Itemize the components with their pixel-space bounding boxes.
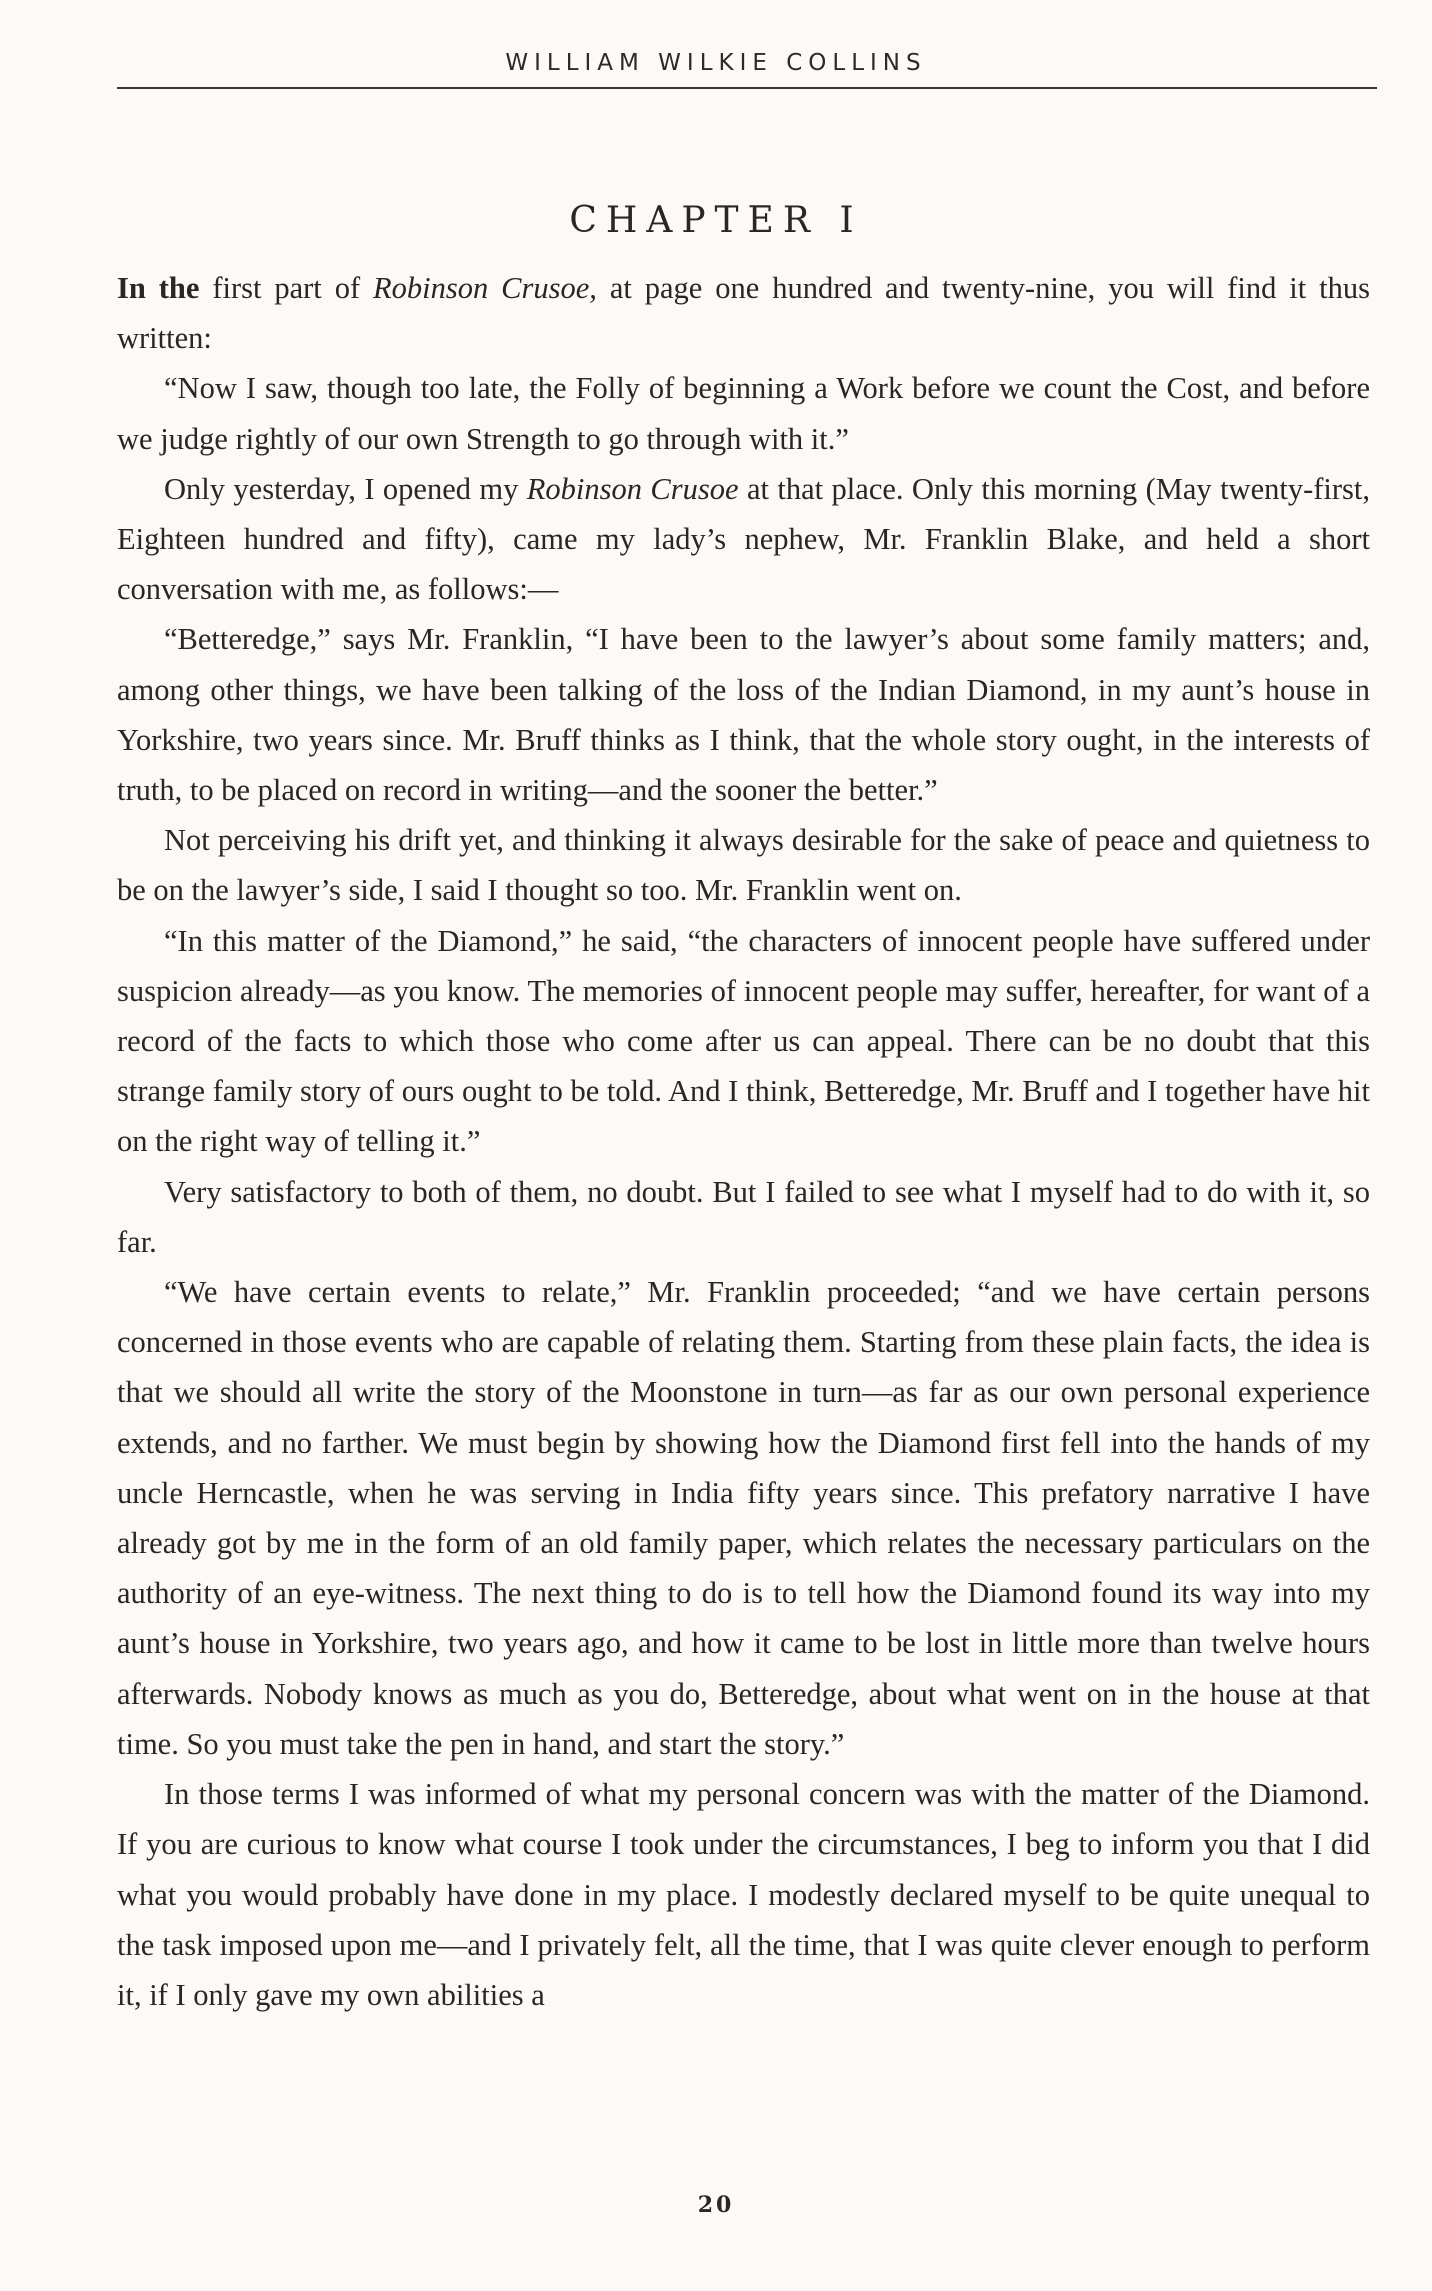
- page-number: 20: [697, 2192, 735, 2218]
- paragraph: Very satisfactory to both of them, no doubt. But I failed to see what I myself had to do with it, so far.: [117, 1174, 1370, 1259]
- paragraph-text: at that place. Only this morning (May twenty-first, Eighteen hundred and fifty), came my lady’s nephew, Mr. Franklin Blake, and held a short conversation with me, as follows:—: [117, 471, 1370, 607]
- body-text: [117, 263, 1370, 2020]
- paragraph: In those terms I was informed of what my personal concern was with the matter of the Diamond. If you are curious to know what course I took under the circumstances, I beg to inform you that I did what you would probably have done in my place. I modestly declared myself to be quite unequal to the task imposed upon me—and I privately felt, all the time, that I was quite clever enough to perform it, if I only gave my own abilities a: [117, 1777, 1370, 2012]
- paragraph: “We have certain events to relate,” Mr. Franklin proceeded; “and we have certain persons concerned in those events who are capable of relating them. Starting from these plain facts, the idea is that we should all write the story of the Moonstone in turn—as far as our own personal experience extends, and no farther. We must begin by showing how the Diamond first fell into the hands of my uncle Herncastle, when he was serving in India fifty years since. This prefatory narrative I have already got by me in the form of an old family paper, which relates the necessary particulars on the authority of an eye-witness. The next thing to do is to tell how the Diamond found its way into my aunt’s house in Yorkshire, two years ago, and how it came to be lost in little more than twelve hours afterwards. Nobody knows as much as you do, Betteredge, about what went on in the house at that time. So you must take the pen in hand, and start the story.”: [117, 1275, 1370, 1761]
- lead-in: In the: [117, 271, 200, 305]
- paragraph: “Now I saw, though too late, the Folly of beginning a Work before we count the Cost, and before we judge rightly of our own Strength to go through with it.”: [117, 371, 1370, 456]
- paragraph-text: Only yesterday, I opened my: [164, 471, 527, 506]
- header-rule: [117, 87, 1377, 89]
- paragraph: [117, 464, 1370, 615]
- paragraph: [117, 263, 1370, 363]
- paragraph: “In this matter of the Diamond,” he said, “the characters of innocent people have suffered under suspicion already—as you know. The memories of innocent people may suffer, hereafter, for want of a record of the facts to which those who come after us can appeal. There can be no doubt that this strange family story of ours ought to be told. And I think, Betteredge, Mr. Bruff and I together have hit on the right way of telling it.”: [117, 923, 1370, 1159]
- chapter-title: CHAPTER I: [569, 200, 863, 241]
- book-title: Robinson Crusoe,: [373, 271, 597, 305]
- paragraph-text: first part of: [199, 271, 374, 305]
- paragraph: “Betteredge,” says Mr. Franklin, “I have been to the lawyer’s about some family matters; and, among other things, we have been talking of the loss of the Indian Diamond, in my aunt’s house in Yorkshire, two years since. Mr. Bruff thinks as I think, that the whole story ought, in the interests of truth, to be placed on record in writing—and the sooner the better.”: [117, 622, 1370, 808]
- paragraph-text: at page one hundred and twenty-nine, you will find it thus written:: [117, 271, 1370, 356]
- book-title: Robinson Crusoe: [526, 471, 739, 506]
- running-head: WILLIAM WILKIE COLLINS: [505, 50, 927, 76]
- paragraph: Not perceiving his drift yet, and thinking it always desirable for the sake of peace and quietness to be on the lawyer’s side, I said I thought so too. Mr. Franklin went on.: [117, 823, 1370, 908]
